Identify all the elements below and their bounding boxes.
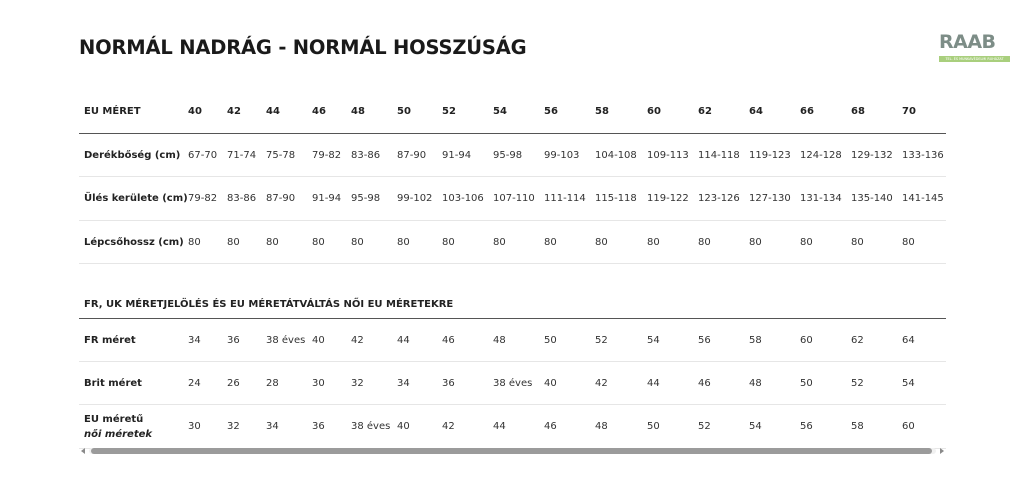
table-cell: 80 — [227, 236, 240, 248]
table-cell: 124-128 — [800, 149, 842, 161]
conversion-section-title: FR, UK MÉRETJELÖLÉS ÉS EU MÉRETÁTVÁLTÁS NŐI EU MÉRETEKRE — [84, 299, 454, 310]
table-cell: 129-132 — [851, 149, 893, 161]
horizontal-scrollbar[interactable] — [79, 446, 946, 456]
row-label-main: EU méretű — [84, 413, 144, 425]
table-cell: 80 — [188, 236, 201, 248]
row-label: FR méret — [84, 334, 136, 346]
scroll-left-arrow-icon[interactable] — [81, 448, 85, 454]
table-cell: 80 — [266, 236, 279, 248]
table-cell: 83-86 — [351, 149, 381, 161]
table-row — [79, 134, 946, 177]
table-cell: 103-106 — [442, 193, 484, 204]
table-cell: 109-113 — [647, 149, 689, 161]
table-cell: 48 — [595, 421, 608, 432]
header-cell: 42 — [227, 106, 241, 117]
table-cell: 54 — [647, 334, 660, 346]
table-cell: 131-134 — [800, 193, 842, 204]
table-row — [79, 405, 946, 449]
table-cell: 141-145 — [902, 193, 944, 204]
table-cell: 30 — [312, 377, 325, 389]
row-label — [84, 405, 152, 448]
table-cell: 52 — [595, 334, 608, 346]
table-row — [79, 177, 946, 221]
table-cell: 67-70 — [188, 149, 218, 161]
table-row — [79, 221, 946, 264]
table-cell: 91-94 — [442, 149, 472, 161]
table-cell: 123-126 — [698, 193, 740, 204]
table-cell: 80 — [851, 236, 864, 248]
table-cell: 46 — [442, 334, 455, 346]
table-cell: 115-118 — [595, 193, 637, 204]
table-cell: 30 — [188, 421, 201, 432]
table-cell: 24 — [188, 377, 201, 389]
table-cell: 52 — [698, 421, 711, 432]
table-cell: 26 — [227, 377, 240, 389]
table-cell: 75-78 — [266, 149, 296, 161]
table-cell: 28 — [266, 377, 279, 389]
table-cell: 64 — [902, 334, 915, 346]
header-cell: 48 — [351, 106, 365, 117]
header-cell: 56 — [544, 106, 558, 117]
table-cell: 42 — [351, 334, 364, 346]
header-cell: 54 — [493, 106, 507, 117]
table-cell: 80 — [749, 236, 762, 248]
table-cell: 36 — [227, 334, 240, 346]
table-cell: 80 — [647, 236, 660, 248]
table-cell: 40 — [312, 334, 325, 346]
table-cell: 46 — [544, 421, 557, 432]
table-cell: 80 — [544, 236, 557, 248]
table-cell: 80 — [442, 236, 455, 248]
table-cell: 54 — [749, 421, 762, 432]
table-cell: 36 — [442, 377, 455, 389]
header-cell: 52 — [442, 106, 456, 117]
logo-wordmark: RAAB — [939, 31, 996, 53]
table-cell: 80 — [351, 236, 364, 248]
size-table-rows — [79, 90, 946, 264]
table-cell: 104-108 — [595, 149, 637, 161]
table-cell: 52 — [851, 377, 864, 389]
row-label: Lépcsőhossz (cm) — [84, 236, 184, 248]
table-cell: 44 — [493, 421, 506, 432]
header-cell: 64 — [749, 106, 763, 117]
table-cell: 80 — [595, 236, 608, 248]
table-cell: 50 — [544, 334, 557, 346]
table-cell: 58 — [851, 421, 864, 432]
table-cell: 44 — [397, 334, 410, 346]
table-cell: 46 — [698, 377, 711, 389]
table-cell: 56 — [800, 421, 813, 432]
table-cell: 91-94 — [312, 193, 342, 204]
eu-size-header-row — [79, 90, 946, 134]
header-label: EU MÉRET — [84, 106, 141, 117]
table-cell: 40 — [544, 377, 557, 389]
table-cell: 80 — [698, 236, 711, 248]
table-cell: 50 — [800, 377, 813, 389]
table-cell: 48 — [493, 334, 506, 346]
table-cell: 99-102 — [397, 193, 433, 204]
table-cell: 99-103 — [544, 149, 580, 161]
table-row — [79, 362, 946, 405]
header-cell: 60 — [647, 106, 661, 117]
table-cell: 119-122 — [647, 193, 689, 204]
table-cell: 62 — [851, 334, 864, 346]
table-cell: 80 — [397, 236, 410, 248]
table-cell: 107-110 — [493, 193, 535, 204]
table-cell: 42 — [442, 421, 455, 432]
table-cell: 95-98 — [351, 193, 381, 204]
table-cell: 38 éves — [493, 377, 533, 389]
table-cell: 60 — [800, 334, 813, 346]
table-cell: 119-123 — [749, 149, 791, 161]
table-cell: 32 — [227, 421, 240, 432]
table-cell: 54 — [902, 377, 915, 389]
table-cell: 87-90 — [266, 193, 296, 204]
header-cell: 58 — [595, 106, 609, 117]
page-title: NORMÁL NADRÁG - NORMÁL HOSSZÚSÁG — [79, 36, 527, 59]
table-cell: 32 — [351, 377, 364, 389]
table-cell: 44 — [647, 377, 660, 389]
table-cell: 56 — [698, 334, 711, 346]
header-cell: 70 — [902, 106, 916, 117]
table-cell: 83-86 — [227, 193, 257, 204]
table-cell: 40 — [397, 421, 410, 432]
header-cell: 50 — [397, 106, 411, 117]
table-cell: 79-82 — [188, 193, 218, 204]
row-label: Brit méret — [84, 377, 142, 389]
table-cell: 38 éves — [266, 334, 306, 346]
table-cell: 71-74 — [227, 149, 257, 161]
table-cell: 133-136 — [902, 149, 944, 161]
table-cell: 42 — [595, 377, 608, 389]
table-cell: 80 — [800, 236, 813, 248]
table-cell: 114-118 — [698, 149, 740, 161]
scrollbar-thumb[interactable] — [91, 448, 932, 454]
table-cell: 80 — [902, 236, 915, 248]
conversion-table-rows — [79, 318, 946, 449]
table-cell: 87-90 — [397, 149, 427, 161]
table-cell: 58 — [749, 334, 762, 346]
table-cell: 111-114 — [544, 193, 586, 204]
table-cell: 79-82 — [312, 149, 342, 161]
scroll-right-arrow-icon[interactable] — [940, 448, 944, 454]
row-label-sub: női méretek — [84, 428, 153, 440]
table-cell: 36 — [312, 421, 325, 432]
table-cell: 127-130 — [749, 193, 791, 204]
header-cell: 44 — [266, 106, 280, 117]
table-cell: 48 — [749, 377, 762, 389]
header-cell: 46 — [312, 106, 326, 117]
raab-logo — [939, 33, 1012, 63]
header-cell: 40 — [188, 106, 202, 117]
table-cell: 34 — [266, 421, 279, 432]
header-cell: 68 — [851, 106, 865, 117]
row-label: Derékbőség (cm) — [84, 149, 181, 161]
table-cell: 95-98 — [493, 149, 523, 161]
table-cell: 50 — [647, 421, 660, 432]
table-cell: 80 — [493, 236, 506, 248]
header-cell: 66 — [800, 106, 814, 117]
logo-tagline: TEL. ÉS MUNKAVÉDELMI RUHÁZAT — [939, 56, 1010, 62]
table-cell: 38 éves — [351, 421, 391, 432]
header-cell: 62 — [698, 106, 712, 117]
table-cell: 60 — [902, 421, 915, 432]
table-row — [79, 319, 946, 362]
row-label: Ülés kerülete (cm) — [84, 193, 188, 204]
table-cell: 34 — [188, 334, 201, 346]
table-cell: 80 — [312, 236, 325, 248]
table-cell: 135-140 — [851, 193, 893, 204]
table-cell: 34 — [397, 377, 410, 389]
